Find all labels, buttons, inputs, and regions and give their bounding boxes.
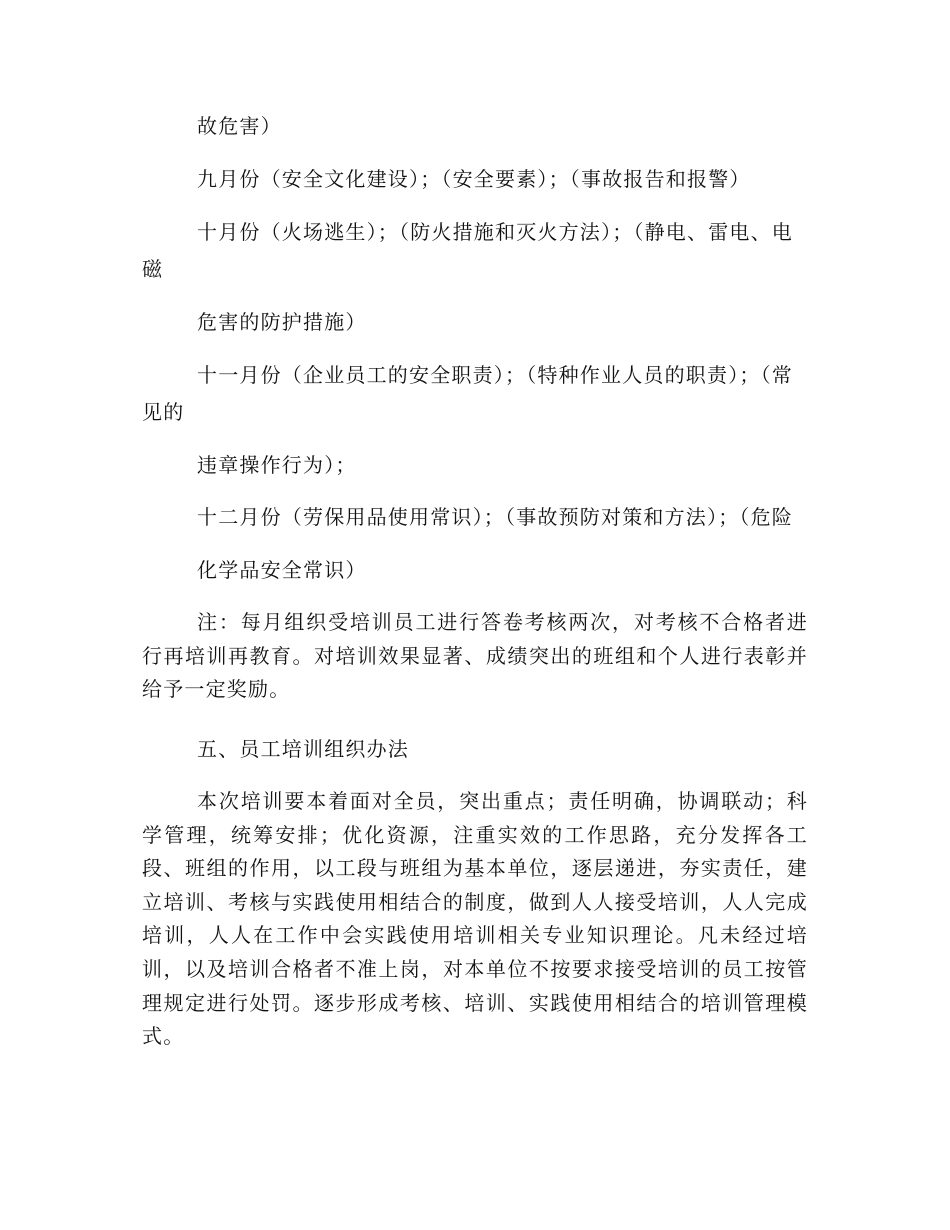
- text-line: 故危害）: [197, 114, 282, 138]
- text-line: 十月份（火场逃生）；（防火措施和灭火方法）；（静电、雷电、电: [197, 220, 793, 244]
- section-heading: 五、员工培训组织办法: [197, 737, 409, 761]
- text-line: 化学品安全常识）: [197, 558, 367, 582]
- note-paragraph: 注：每月组织受培训员工进行答卷考核两次，对考核不合格者进行再培训再教育。对培训效果显著、成绩突出的班组和个人进行表彰并给予一定奖励。: [142, 610, 808, 702]
- text-line: 十一月份（企业员工的安全职责）；（特种作业人员的职责）；（常: [197, 363, 793, 387]
- text-line: 见的: [142, 400, 185, 424]
- body-paragraph: 本次培训要本着面对全员，突出重点；责任明确，协调联动；科学管理，统筹安排；优化资源，注重实效的工作思路，充分发挥各工段、班组的作用，以工段与班组为基本单位，逐层递进，夯实责任，建立培训、考核与实践使用相结合的制度，做到人人接受培训，人人完成培训，人人在工作中会实践使用培训相关专业知识理论。凡未经过培训，以及培训合格者不准上岗，对本单位不按要求接受培训的员工按管理规定进行处罚。逐步形成考核、培训、实践使用相结合的培训管理模式。: [142, 789, 808, 1049]
- text-line: 十二月份（劳保用品使用常识）；（事故预防对策和方法）；（危险: [197, 505, 793, 529]
- text-line: 违章操作行为）；: [197, 453, 357, 477]
- text-line: 危害的防护措施）: [197, 310, 367, 334]
- text-line: 磁: [142, 257, 164, 281]
- text-line: 九月份（安全文化建设）；（安全要素）；（事故报告和报警）: [197, 167, 751, 191]
